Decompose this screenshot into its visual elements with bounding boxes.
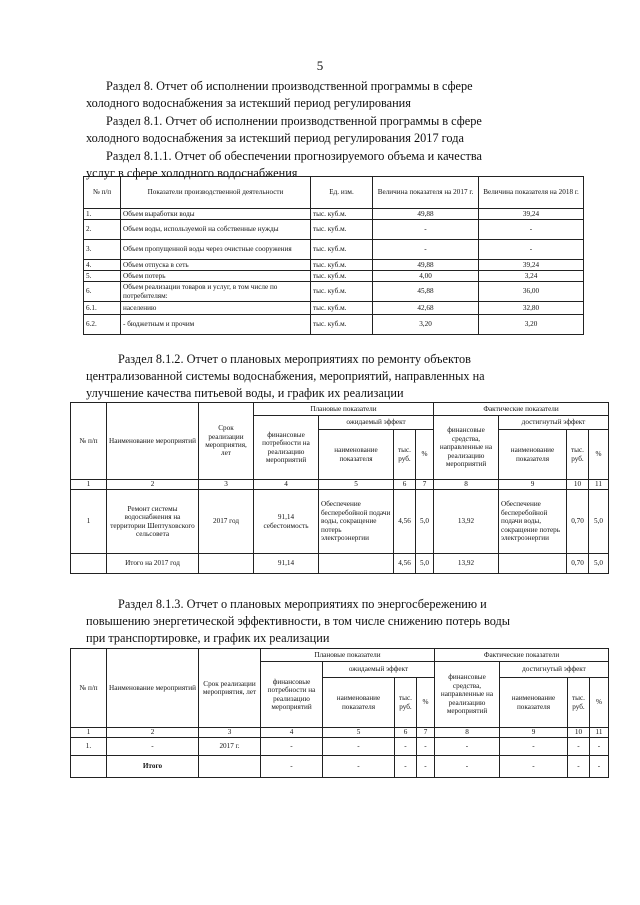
col-number: 1 (71, 728, 107, 738)
cell-2018: - (479, 240, 584, 260)
cell-2017: 49,88 (373, 209, 479, 220)
cell-indicator: Объем отпуска в сеть (121, 260, 311, 271)
col-number: 2 (107, 728, 199, 738)
repair-measures-table (70, 402, 609, 574)
col-header-2017: Величина показателя на 2017 г. (373, 177, 479, 209)
cell-plan-rub: - (395, 738, 417, 756)
cell-2018: 32,80 (479, 302, 584, 315)
table-row (84, 209, 584, 220)
cell-plan-pct: 5,0 (416, 490, 434, 554)
col-header-plan-rub: тыс. руб. (394, 430, 416, 480)
table-total-row (71, 554, 609, 574)
col-header-fact: Фактические показатели (434, 403, 609, 416)
page-number: 5 (316, 58, 324, 73)
cell-fact-rub: - (568, 756, 590, 778)
cell-fact-fin: 13,92 (434, 554, 499, 574)
section-8-line1: Раздел 8. Отчет об исполнении производственной программы в сфере (106, 79, 473, 93)
table-header-row (84, 177, 584, 209)
col-header-plan: Плановые показатели (254, 403, 434, 416)
cell-fact-fin: - (435, 756, 500, 778)
cell-num: 6. (84, 282, 121, 302)
section-813-line3: при транспортировке, и график их реализации (86, 631, 330, 645)
cell-2017: 45,88 (373, 282, 479, 302)
col-number: 6 (395, 728, 417, 738)
cell-plan-effect: Обеспечение бесперебойной подачи воды, сокращение потерь электроэнергии (319, 490, 394, 554)
col-header-fact-fin: финансовые средства, направленные на реализацию мероприятий (434, 416, 499, 480)
col-number: 9 (499, 480, 567, 490)
cell-num: 5. (84, 271, 121, 282)
cell-unit: тыс. куб.м. (311, 220, 373, 240)
col-header-num: № п/п (84, 177, 121, 209)
section-813-line2: повышению энергетической эффективности, в том числе снижению потерь воды (86, 614, 511, 628)
cell-2018: 36,00 (479, 282, 584, 302)
cell-indicator: Объем пропущенной воды через очистные сооружения (121, 240, 311, 260)
cell-unit: тыс. куб.м. (311, 302, 373, 315)
cell-2018: 3,24 (479, 271, 584, 282)
col-header-plan-rub: тыс. руб. (395, 678, 417, 728)
col-header-num: № п/п (71, 403, 107, 480)
col-number: 10 (567, 480, 589, 490)
table-row (84, 302, 584, 315)
table-row (84, 282, 584, 302)
cell-num: 6.2. (84, 315, 121, 335)
col-header-plan-effect: ожидаемый эффект (323, 662, 435, 678)
table-row (71, 738, 609, 756)
cell-2018: - (479, 220, 584, 240)
cell-name: - (107, 738, 199, 756)
col-header-fact: Фактические показатели (435, 649, 609, 662)
table-row (71, 490, 609, 554)
col-number: 4 (254, 480, 319, 490)
column-number-row (71, 480, 609, 490)
table-total-row (71, 756, 609, 778)
cell-fact-pct: 5,0 (589, 490, 609, 554)
cell-term: 2017 год (199, 490, 254, 554)
col-header-name: Наименование мероприятий (107, 649, 199, 728)
cell-plan-rub: - (395, 756, 417, 778)
cell-2017: 49,88 (373, 260, 479, 271)
col-number: 3 (199, 728, 261, 738)
cell-2018: 39,24 (479, 209, 584, 220)
cell-indicator: Объем воды, используемой на собственные нужды (121, 220, 311, 240)
col-number: 7 (416, 480, 434, 490)
section-811-line2: услуг в сфере холодного водоснабжения (86, 166, 298, 180)
col-number: 5 (319, 480, 394, 490)
cell-num: 2. (84, 220, 121, 240)
section-811-line1: Раздел 8.1.1. Отчет об обеспечении прогнозируемого объема и качества (106, 149, 482, 163)
cell-total-label: Итого (107, 756, 199, 778)
cell-2017: 42,68 (373, 302, 479, 315)
col-number: 11 (589, 480, 609, 490)
cell-num: 4. (84, 260, 121, 271)
section-8-line2: холодного водоснабжения за истекший период регулирования (86, 96, 411, 110)
section-81-line1: Раздел 8.1. Отчет об исполнении производственной программы в сфере (106, 114, 482, 128)
cell-fact-effect: - (500, 738, 568, 756)
cell-num: 1. (71, 738, 107, 756)
col-number: 5 (323, 728, 395, 738)
col-header-plan-pct: % (416, 430, 434, 480)
table-header-row (71, 649, 609, 662)
cell-fact-rub: 0,70 (567, 490, 589, 554)
col-number: 7 (417, 728, 435, 738)
production-indicators-table (83, 176, 584, 335)
col-header-term: Срок реализации мероприятия, лет (199, 649, 261, 728)
cell-plan-effect: - (323, 756, 395, 778)
cell-plan-fin: - (261, 756, 323, 778)
table-row (84, 220, 584, 240)
cell-unit: тыс. куб.м. (311, 315, 373, 335)
cell-2017: 3,20 (373, 315, 479, 335)
cell-plan-fin: 91,14 (254, 554, 319, 574)
col-number: 10 (568, 728, 590, 738)
cell-plan-effect: - (323, 738, 395, 756)
cell-fact-effect: Обеспечение бесперебойной подачи воды, сокращение потерь электроэнергии (499, 490, 567, 554)
cell-2018: 39,24 (479, 260, 584, 271)
col-header-name: Наименование мероприятий (107, 403, 199, 480)
col-header-fact-indname: наименование показателя (500, 678, 568, 728)
cell-fact-fin: 13,92 (434, 490, 499, 554)
column-number-row (71, 728, 609, 738)
section-813-line1: Раздел 8.1.3. Отчет о плановых мероприятиях по энергосбережению и (118, 597, 487, 611)
section-81-line2: холодного водоснабжения за истекший период регулирования 2017 года (86, 131, 464, 145)
cell-plan-fin: 91,14 себестоимость (254, 490, 319, 554)
col-header-plan-indname: наименование показателя (319, 430, 394, 480)
section-812-line2: централизованной системы водоснабжения, мероприятий, направленных на (86, 369, 485, 383)
table-header-row (71, 403, 609, 416)
cell-2018: 3,20 (479, 315, 584, 335)
cell-total-label: Итого на 2017 год (107, 554, 199, 574)
cell-num: 6.1. (84, 302, 121, 315)
cell-fact-effect: - (500, 756, 568, 778)
cell-plan-rub: 4,56 (394, 490, 416, 554)
cell-plan-pct: - (417, 756, 435, 778)
cell-name: Ремонт системы водоснабжения на территории Шептуховского сельсовета (107, 490, 199, 554)
cell-num: 3. (84, 240, 121, 260)
col-header-plan-fin: финансовые потребности на реализацию мероприятий (261, 662, 323, 728)
cell-plan-pct: 5,0 (416, 554, 434, 574)
cell-indicator: - бюджетным и прочим (121, 315, 311, 335)
col-header-fact-pct: % (590, 678, 609, 728)
col-header-fact-fin: финансовые средства, направленные на реализацию мероприятий (435, 662, 500, 728)
cell-num: 1 (71, 490, 107, 554)
cell-indicator: населению (121, 302, 311, 315)
cell-unit: тыс. куб.м. (311, 271, 373, 282)
col-number: 8 (434, 480, 499, 490)
cell-fact-pct: - (590, 756, 609, 778)
section-8-heading (106, 78, 473, 95)
col-number: 9 (500, 728, 568, 738)
cell-fact-pct: 5,0 (589, 554, 609, 574)
cell-2017: 4,00 (373, 271, 479, 282)
table-row (84, 260, 584, 271)
col-number: 4 (261, 728, 323, 738)
table-row (84, 271, 584, 282)
col-header-fact-pct: % (589, 430, 609, 480)
col-header-fact-effect: достигнутый эффект (500, 662, 609, 678)
col-header-indicator: Показатели производственной деятельности (121, 177, 311, 209)
col-header-fact-indname: наименование показателя (499, 430, 567, 480)
col-header-fact-rub: тыс. руб. (567, 430, 589, 480)
cell-num: 1. (84, 209, 121, 220)
col-header-unit: Ед. изм. (311, 177, 373, 209)
cell-plan-rub: 4,56 (394, 554, 416, 574)
col-header-plan-indname: наименование показателя (323, 678, 395, 728)
cell-unit: тыс. куб.м. (311, 260, 373, 271)
section-812-line3: улучшение качества питьевой воды, и график их реализации (86, 386, 404, 400)
cell-2017: - (373, 240, 479, 260)
col-header-num: № п/п (71, 649, 107, 728)
cell-fact-pct: - (590, 738, 609, 756)
cell-fact-rub: 0,70 (567, 554, 589, 574)
table-row (84, 240, 584, 260)
col-number: 8 (435, 728, 500, 738)
section-812-line1: Раздел 8.1.2. Отчет о плановых мероприятиях по ремонту объектов (118, 352, 471, 366)
col-header-plan: Плановые показатели (261, 649, 435, 662)
col-header-2018: Величина показателя на 2018 г. (479, 177, 584, 209)
cell-unit: тыс. куб.м. (311, 240, 373, 260)
col-header-term: Срок реализации мероприятия, лет (199, 403, 254, 480)
cell-unit: тыс. куб.м. (311, 209, 373, 220)
table-row (84, 315, 584, 335)
col-number: 3 (199, 480, 254, 490)
cell-plan-fin: - (261, 738, 323, 756)
col-number: 2 (107, 480, 199, 490)
col-header-plan-effect: ожидаемый эффект (319, 416, 434, 430)
col-number: 6 (394, 480, 416, 490)
cell-plan-pct: - (417, 738, 435, 756)
energy-saving-measures-table (70, 648, 609, 778)
cell-fact-rub: - (568, 738, 590, 756)
col-number: 1 (71, 480, 107, 490)
cell-unit: тыс. куб.м. (311, 282, 373, 302)
cell-indicator: Объем реализации товаров и услуг, в том числе по потребителям: (121, 282, 311, 302)
cell-2017: - (373, 220, 479, 240)
col-header-plan-fin: финансовые потребности на реализацию мероприятий (254, 416, 319, 480)
cell-fact-fin: - (435, 738, 500, 756)
cell-indicator: Объем потерь (121, 271, 311, 282)
col-header-fact-effect: достигнутый эффект (499, 416, 609, 430)
cell-indicator: Объем выработки воды (121, 209, 311, 220)
cell-term: 2017 г. (199, 738, 261, 756)
col-number: 11 (590, 728, 609, 738)
col-header-plan-pct: % (417, 678, 435, 728)
col-header-fact-rub: тыс. руб. (568, 678, 590, 728)
